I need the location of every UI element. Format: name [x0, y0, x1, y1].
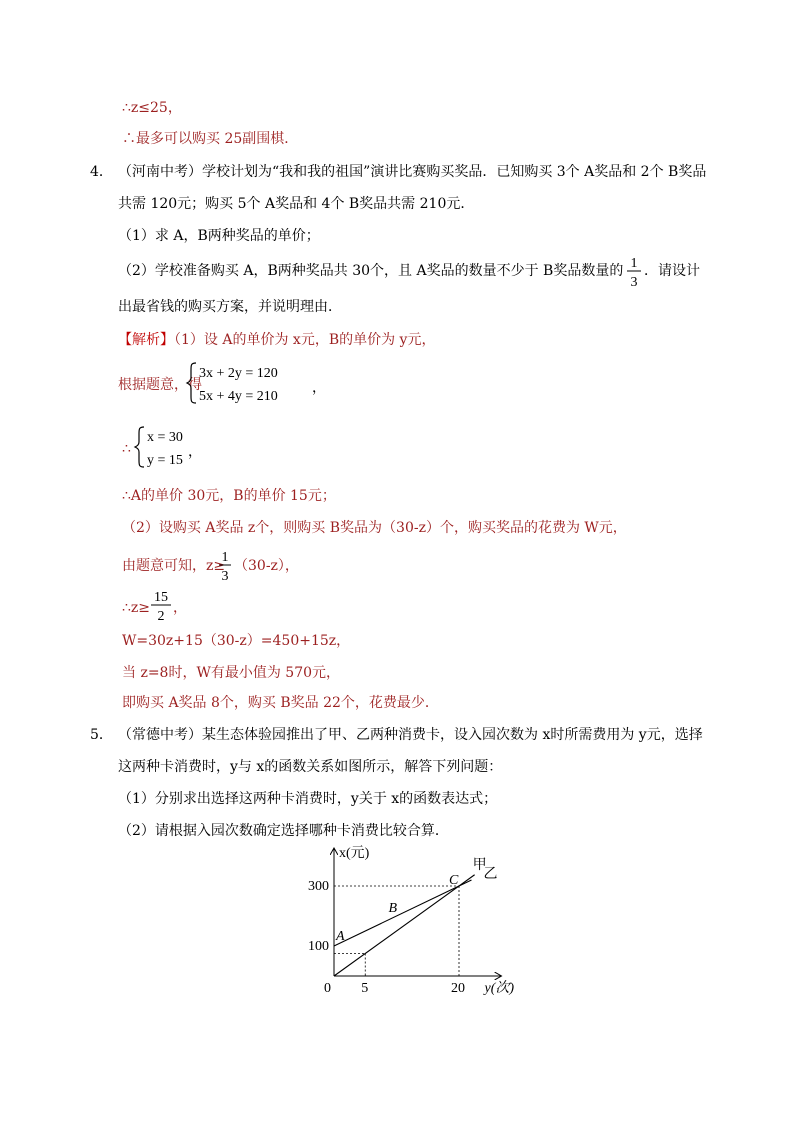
analysis-prices: ∴A的单价 30元，B的单价 15元；: [122, 488, 336, 504]
q4-fraction-numerator: 1: [630, 256, 638, 271]
analysis-part-2: （2）设购买 A奖品 z个，则购买 B奖品为（30-z）个，购买奖品的花费为 W元，: [122, 520, 627, 536]
conclusion-line: 即购买 A奖品 8个，购买 B奖品 22个，花费最少．: [122, 695, 439, 711]
point-b-label: B: [388, 901, 398, 916]
q4-number: 4．: [90, 164, 113, 180]
x-tick-20: 20: [451, 981, 465, 996]
result-denominator: 2: [157, 609, 165, 624]
result-prefix: ∴z≥: [122, 600, 151, 616]
y-tick-300: 300: [308, 879, 329, 894]
q4-line-1: （河南中考）学校计划为“我和我的祖国”演讲比赛购买奖品．已知购买 3个 A奖品和 2个 B奖品: [118, 164, 707, 180]
series-yi-line: [334, 880, 472, 946]
analysis-tag: 【解析】: [118, 332, 174, 348]
q4-part-1: （1）求 A，B两种奖品的单价；: [118, 228, 320, 244]
equation-1: 3x + 2y = 120: [199, 366, 278, 381]
q5-part-1: （1）分别求出选择这两种卡消费时，y关于 x的函数表达式；: [118, 791, 498, 807]
prev-answer-line-2: ∴最多可以购买 25副围棋．: [122, 131, 299, 147]
y-tick-100: 100: [308, 939, 329, 954]
inequality-suffix: （30-z），: [234, 558, 299, 574]
inequality-denominator: 3: [221, 569, 229, 584]
result-numerator: 15: [154, 590, 168, 605]
solution-suffix: ，: [188, 445, 202, 460]
origin-label: 0: [324, 981, 331, 996]
series-jia-label: 甲: [472, 857, 487, 873]
q4-line-2: 共需 120元；购买 5个 A奖品和 4个 B奖品共需 210元．: [118, 196, 475, 212]
q4-fraction-denominator: 3: [630, 275, 638, 290]
series-yi-label: 乙: [483, 867, 498, 882]
prev-answer-line-1: ∴z≤25，: [122, 100, 182, 116]
x-tick-5: 5: [361, 981, 369, 996]
point-a-label: A: [336, 929, 345, 944]
function-graph: [290, 846, 530, 1005]
y-axis-label: x(元): [339, 846, 370, 861]
q5-number: 5．: [90, 727, 113, 743]
minimum-line: 当 z=8时，W有最小值为 570元，: [122, 665, 341, 681]
q4-part-2-line-2: 出最省钱的购买方案，并说明理由．: [118, 299, 342, 315]
system-suffix: ，: [312, 381, 326, 396]
q5-line-2: 这两种卡消费时，y与 x的函数关系如图所示，解答下列问题：: [118, 759, 503, 775]
q4-part-2-before: （2）学校准备购买 A，B两种奖品共 30个，且 A奖品的数量不少于 B奖品数量的: [118, 263, 624, 279]
q5-line-1: （常德中考）某生态体验园推出了甲、乙两种消费卡，设入园次数为 x时所需费用为 y元，选择: [118, 727, 703, 743]
analysis-setup: （1）设 A的单价为 x元，B的单价为 y元，: [174, 332, 436, 348]
q4-part-2-fraction: [626, 254, 642, 290]
solution-x: x = 30: [147, 430, 183, 445]
solution-system: [134, 424, 204, 470]
w-expression: W=30z+15（30-z）=450+15z，: [122, 633, 351, 649]
series-jia-line: [334, 875, 475, 976]
equation-system: [186, 360, 326, 406]
point-c-label: C: [449, 873, 459, 888]
x-axis-label: y(次): [484, 981, 515, 996]
result-suffix: ，: [173, 600, 187, 616]
q4-part-2-after: ．请设计: [644, 263, 700, 279]
inequality-numerator: 1: [221, 550, 229, 565]
inequality-prefix: 由题意可知，z≥: [122, 558, 226, 574]
solution-y: y = 15: [147, 453, 183, 468]
equation-2: 5x + 4y = 210: [199, 389, 278, 404]
q5-part-2: （2）请根据入园次数确定选择哪种卡消费比较合算．: [118, 823, 449, 839]
analysis-line-1: [118, 331, 435, 349]
result-fraction: [150, 588, 172, 624]
inequality-fraction: [218, 548, 232, 584]
system-prefix: 根据题意，得: [118, 377, 202, 393]
solution-therefore: ∴: [122, 441, 131, 457]
